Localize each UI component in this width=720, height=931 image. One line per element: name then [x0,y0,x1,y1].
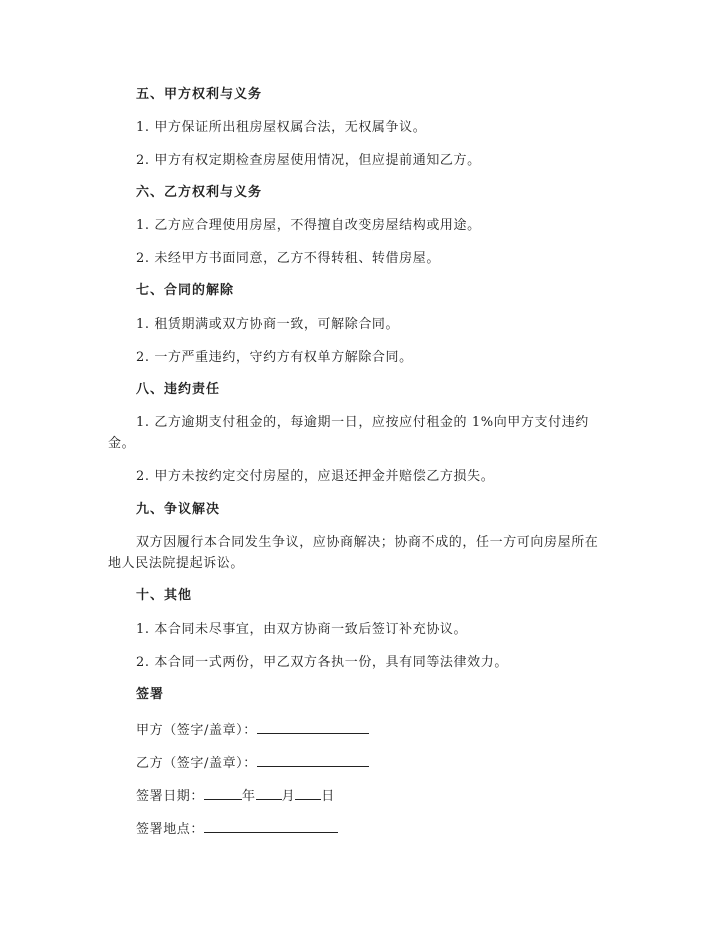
signing-date-row [136,785,335,806]
section7-title: 七、合同的解除 [136,283,235,298]
signing-place-label: 签署地点： [136,822,205,837]
party-a-label: 甲方（签字/盖章）： [136,723,257,738]
section6-item-2: 2. 未经甲方书面同意，乙方不得转租、转借房屋。 [136,251,440,266]
signing-date-label: 签署日期： [136,789,205,804]
year-label: 年 [242,789,256,804]
section8-item-2: 2. 甲方未按约定交付房屋的，应退还押金并赔偿乙方损失。 [136,469,495,484]
section5-item-2: 2. 甲方有权定期检查房屋使用情况，但应提前通知乙方。 [136,153,481,168]
section5-item-1: 1. 甲方保证所出租房屋权属合法，无权属争议。 [136,120,427,135]
month-blank[interactable] [256,785,282,800]
section10-item-2: 2. 本合同一式两份，甲乙双方各执一份，具有同等法律效力。 [136,655,508,670]
section7-item-2: 2. 一方严重违约，守约方有权单方解除合同。 [136,350,413,365]
party-a-signature-blank[interactable] [257,719,369,734]
section8-item-1-line-2: 金。 [108,436,136,451]
section6-title: 六、乙方权利与义务 [136,185,263,200]
section8-title: 八、违约责任 [136,382,221,397]
section9-title: 九、争议解决 [136,502,221,517]
signing-place-blank[interactable] [204,818,338,833]
party-b-signature-blank[interactable] [257,752,369,767]
section9-line-2: 地人民法院提起诉讼。 [108,556,245,571]
day-blank[interactable] [295,785,321,800]
day-label: 日 [321,789,335,804]
section7-item-1: 1. 租赁期满或双方协商一致，可解除合同。 [136,317,400,332]
month-label: 月 [281,789,296,804]
signing-place-row [136,818,338,839]
year-blank[interactable] [204,785,242,800]
section9-line-1: 双方因履行本合同发生争议，应协商解决；协商不成的，任一方可向房屋所在 [136,535,599,550]
section8-item-1-line-1: 1. 乙方逾期支付租金的，每逾期一日，应按应付租金的 1%向甲方支付违约 [136,415,589,430]
section10-title: 十、其他 [136,588,193,603]
party-b-label: 乙方（签字/盖章）： [136,756,257,771]
signature-title: 签署 [136,687,165,702]
section6-item-1: 1. 乙方应合理使用房屋，不得擅自改变房屋结构或用途。 [136,218,481,233]
section5-title: 五、甲方权利与义务 [136,87,263,102]
party-b-signature-row [136,752,369,773]
section10-item-1: 1. 本合同未尽事宜，由双方协商一致后签订补充协议。 [136,622,468,637]
party-a-signature-row [136,719,369,740]
